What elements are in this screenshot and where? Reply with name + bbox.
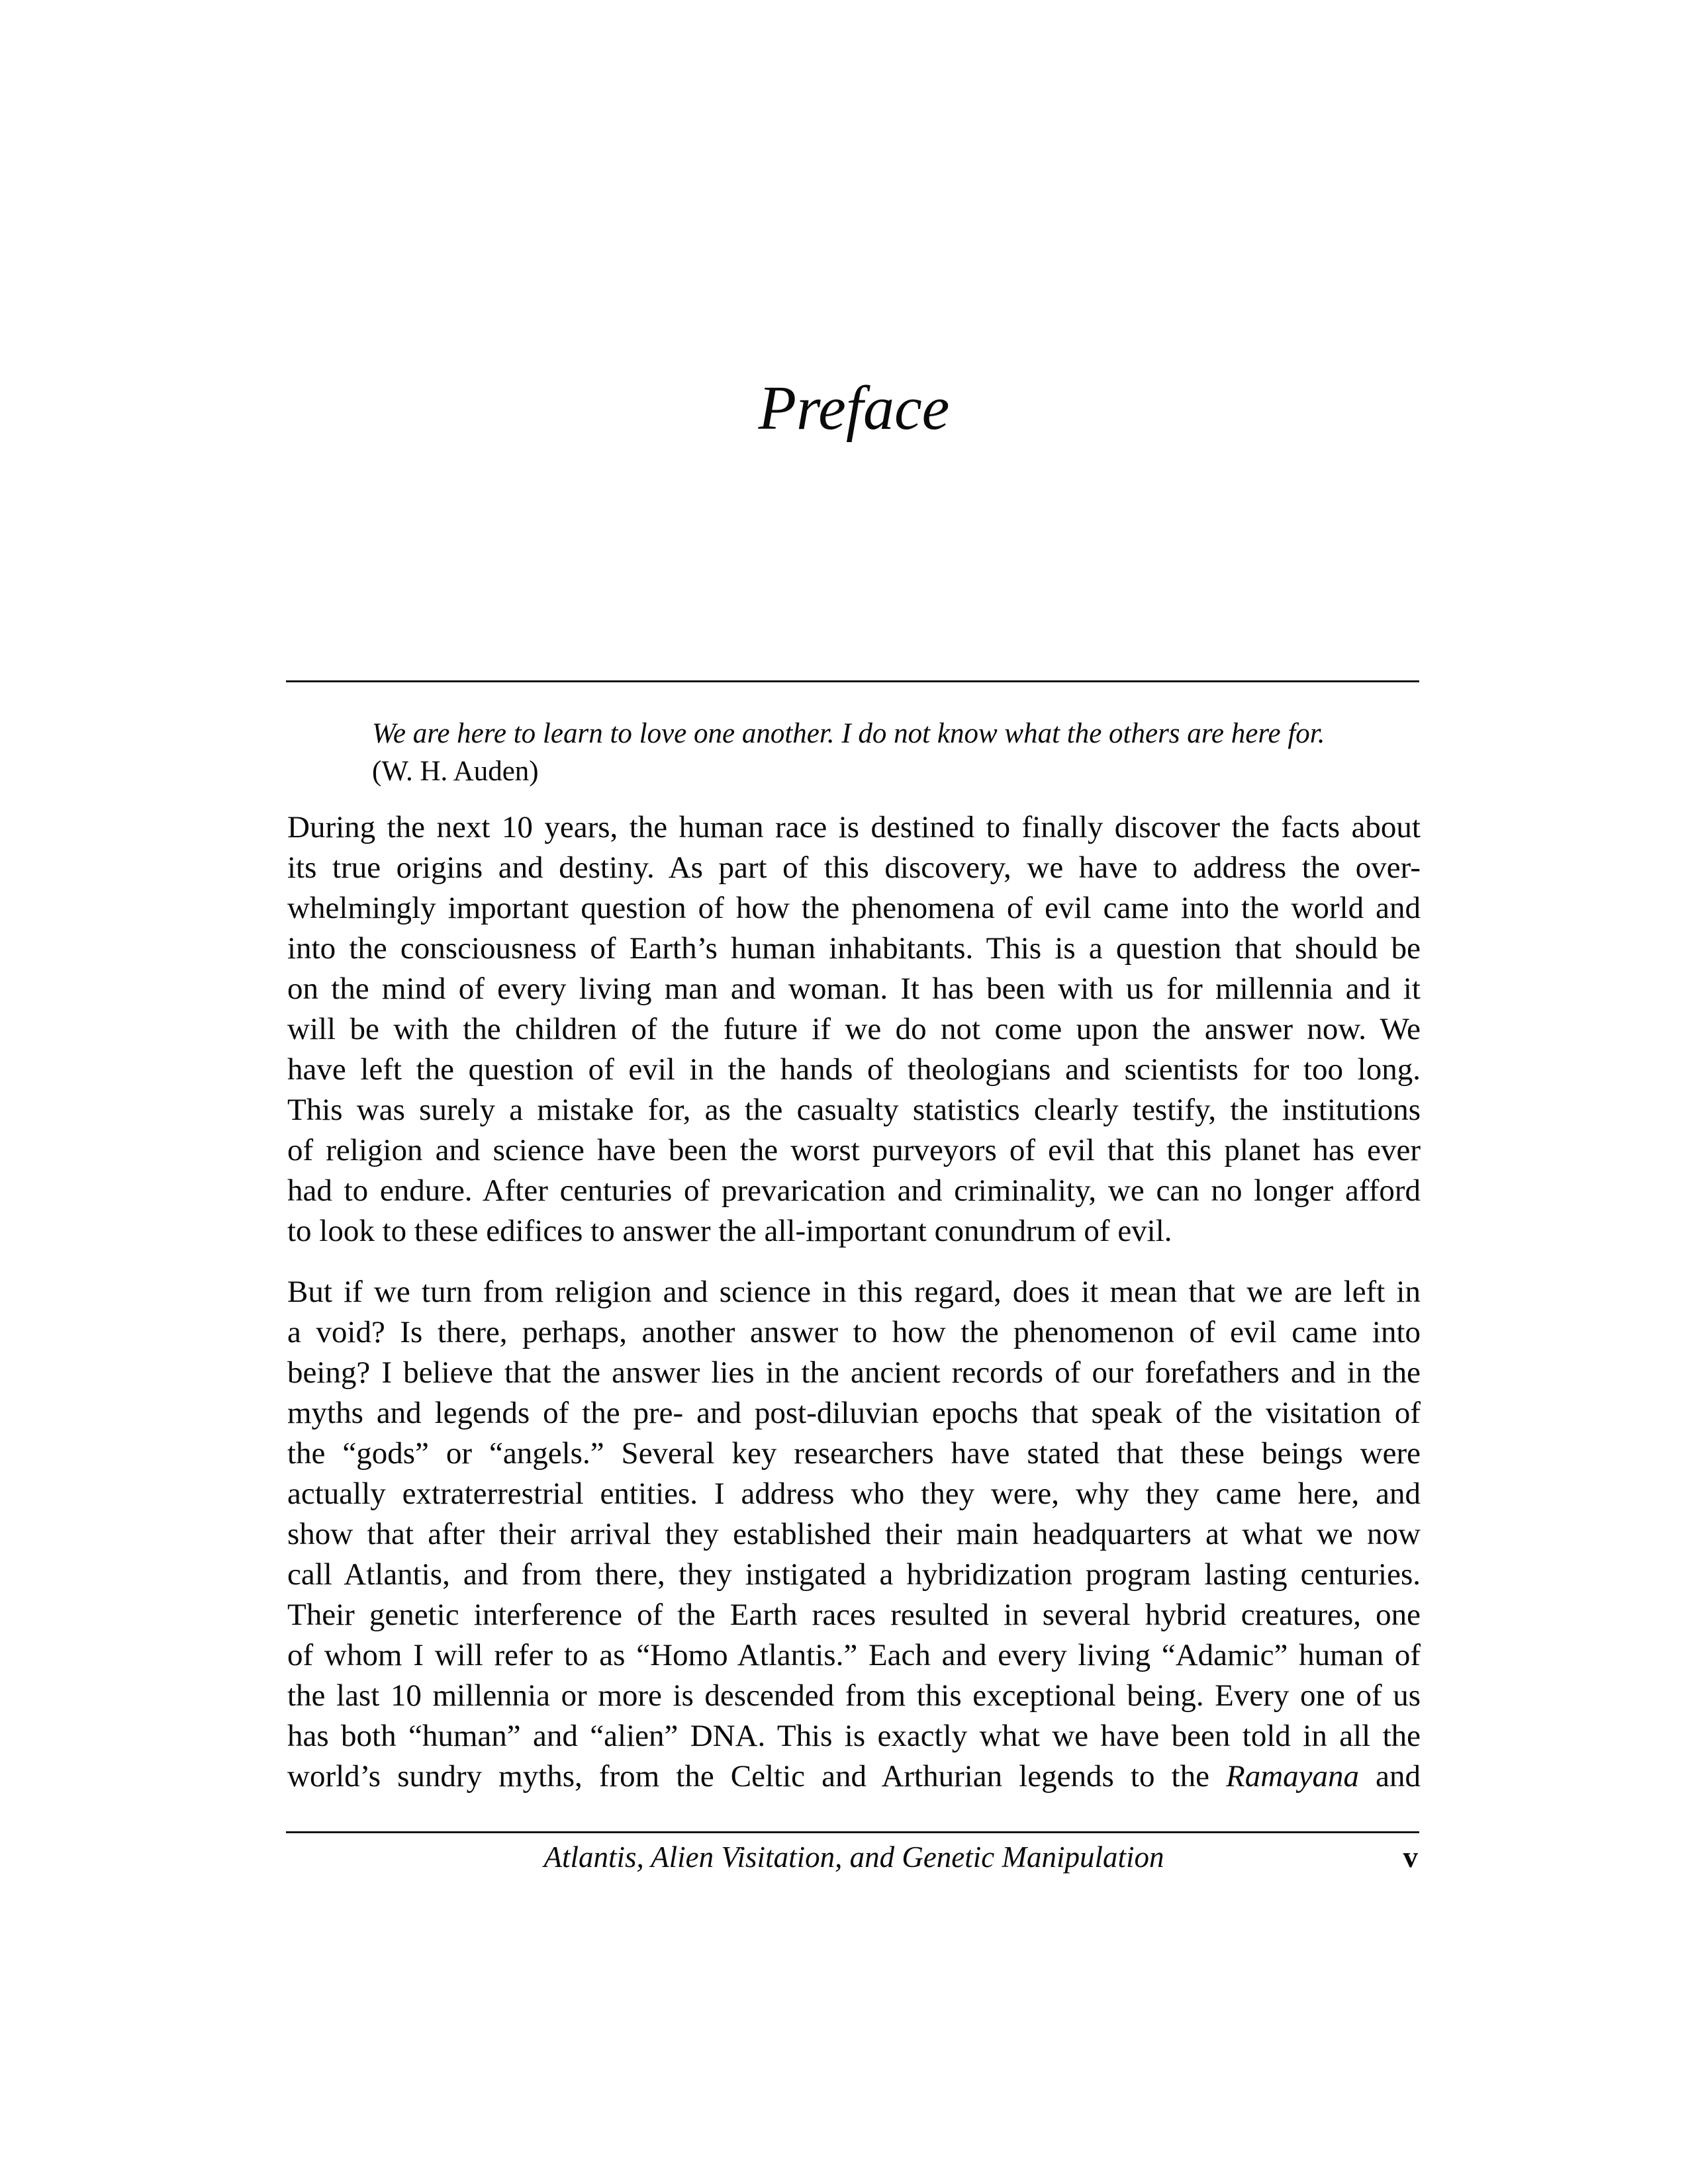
text-line: show that after their arrival they established their main headquarters at what we now xyxy=(287,1517,1421,1551)
paragraph-1-last-line: to look to these edifices to answer the all-important conundrum of evil. xyxy=(287,1214,1172,1248)
text-line: the last 10 millennia or more is descended from this exceptional being. Every one of us xyxy=(287,1678,1421,1713)
text-line: actually extraterrestrial entities. I address who they were, why they came here, and xyxy=(287,1477,1421,1511)
epigraph-quote: We are here to learn to love one another. I do not know what the others are here for. xyxy=(372,718,1325,749)
paragraph-2-lines xyxy=(287,1272,1421,1756)
paragraph-1-lines xyxy=(287,807,1421,1211)
epigraph-attribution: (W. H. Auden) xyxy=(372,756,539,787)
text-line: will be with the children of the future if we do not come upon the answer now. We xyxy=(287,1012,1421,1046)
text-line: on the mind of every living man and woman. It has been with us for millennia and it xyxy=(287,972,1421,1006)
text-line: have left the question of evil in the hands of theologians and scientists for too long. xyxy=(287,1052,1421,1087)
body-text xyxy=(287,807,1421,1797)
page-title: Preface xyxy=(758,374,950,443)
text-line: into the consciousness of Earth’s human inhabitants. This is a question that should be xyxy=(287,931,1421,966)
paragraph-1 xyxy=(287,807,1421,1251)
epigraph xyxy=(372,715,1419,790)
text-line: of religion and science have been the worst purveyors of evil that this planet has ever xyxy=(287,1133,1421,1167)
paragraph-2-last-line-prefix: world’s sundry myths, from the Celtic and Arthurian legends to the xyxy=(287,1759,1227,1794)
paragraph-2 xyxy=(287,1272,1421,1797)
footer-book-title: Atlantis, Alien Visitation, and Genetic Manipulation xyxy=(543,1841,1164,1874)
bottom-divider xyxy=(286,1831,1419,1833)
text-line: Their genetic interference of the Earth races resulted in several hybrid creatures, one xyxy=(287,1598,1421,1632)
paragraph-2-last-line-suffix: and xyxy=(1359,1759,1421,1794)
text-line: whelmingly important question of how the phenomena of evil came into the world and xyxy=(287,891,1421,925)
text-line: myths and legends of the pre- and post-diluvian epochs that speak of the visitation of xyxy=(287,1396,1421,1430)
text-line: has both “human” and “alien” DNA. This is exactly what we have been told in all the xyxy=(287,1719,1421,1753)
footer-page-number: v xyxy=(1403,1841,1418,1874)
text-line: of whom I will refer to as “Homo Atlantis.” Each and every living “Adamic” human of xyxy=(287,1638,1421,1672)
text-line: But if we turn from religion and science in this regard, does it mean that we are left in xyxy=(287,1275,1421,1309)
ramayana-italic-term: Ramayana xyxy=(1226,1759,1360,1794)
text-line: had to endure. After centuries of prevarication and criminality, we can no longer afford xyxy=(287,1173,1421,1208)
top-divider xyxy=(286,680,1419,682)
text-line: call Atlantis, and from there, they instigated a hybridization program lasting centuries. xyxy=(287,1557,1421,1592)
text-line: This was surely a mistake for, as the casualty statistics clearly testify, the institutions xyxy=(287,1093,1421,1127)
text-line: being? I believe that the answer lies in the ancient records of our forefathers and in the xyxy=(287,1355,1421,1390)
text-line: a void? Is there, perhaps, another answer to how the phenomenon of evil came into xyxy=(287,1315,1421,1349)
text-line: the “gods” or “angels.” Several key researchers have stated that these beings were xyxy=(287,1436,1421,1471)
text-line: its true origins and destiny. As part of this discovery, we have to address the over- xyxy=(287,850,1421,885)
paragraph-2-last-line xyxy=(287,1756,1421,1797)
text-line: During the next 10 years, the human race is destined to finally discover the facts about xyxy=(287,810,1421,844)
page-footer xyxy=(287,1837,1421,1878)
